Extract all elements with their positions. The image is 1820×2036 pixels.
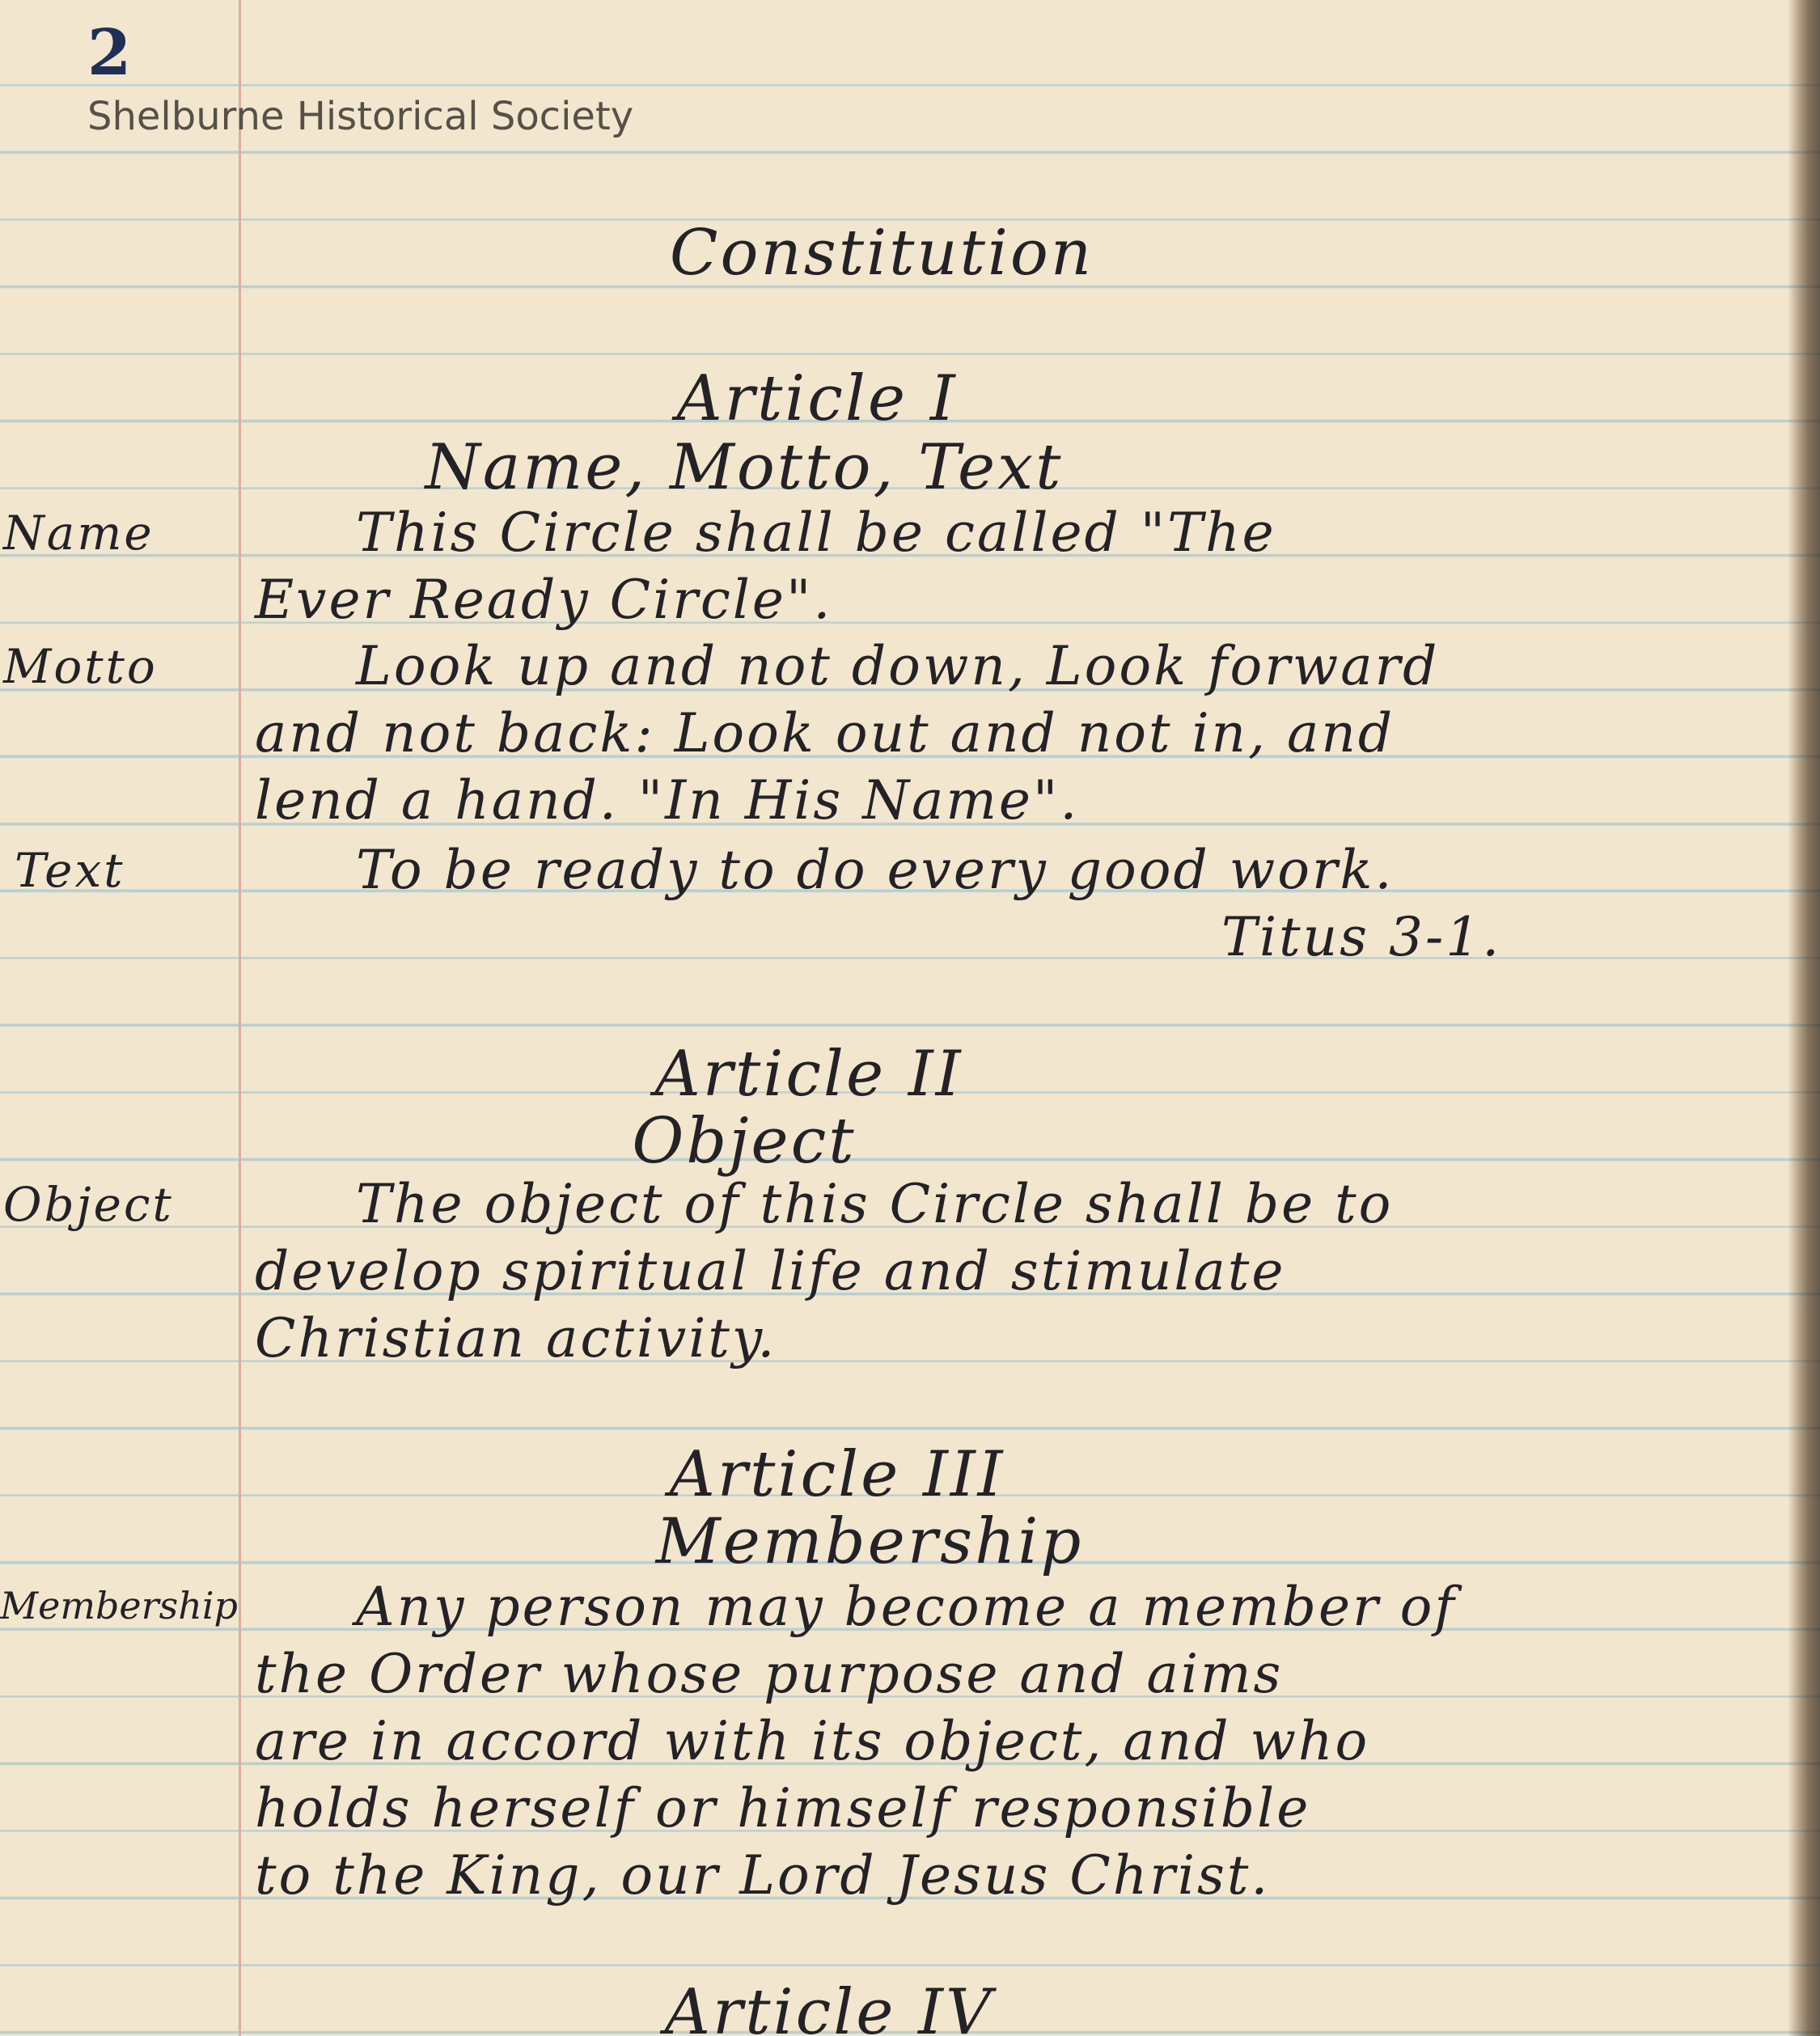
margin-label-motto: Motto [3, 639, 158, 694]
membership-line-5: to the King, our Lord Jesus Christ. [255, 1844, 1271, 1907]
name-line-2: Ever Ready Circle". [255, 569, 833, 631]
margin-label-object: Object [3, 1177, 174, 1232]
margin-label-name: Name [3, 506, 154, 561]
motto-line-2: and not back: Look out and not in, and [255, 702, 1395, 764]
article-4-heading: Article IV [664, 1976, 994, 2036]
document-title: Constitution [669, 217, 1094, 290]
article-3-heading: Article III [669, 1438, 1005, 1511]
article-1-heading: Article I [676, 362, 958, 435]
article-2-subheading: Object [632, 1105, 857, 1178]
membership-line-4: holds herself or himself responsible [255, 1777, 1311, 1839]
article-2-heading: Article II [654, 1038, 963, 1111]
margin-label-text: Text [15, 843, 125, 898]
membership-line-3: are in accord with its object, and who [255, 1710, 1370, 1772]
margin-rule [239, 0, 241, 2036]
text-line-1: To be ready to do every good work. [356, 839, 1395, 901]
margin-label-membership: Membership [0, 1584, 238, 1628]
text-citation: Titus 3-1. [1221, 906, 1502, 968]
name-line-1: This Circle shall be called "The [356, 502, 1276, 564]
membership-line-2: the Order whose purpose and aims [255, 1643, 1284, 1705]
motto-line-3: lend a hand. "In His Name". [255, 769, 1080, 832]
membership-line-1: Any person may become a member of [356, 1576, 1457, 1638]
page-number: 2 [87, 16, 132, 90]
object-line-2: develop spiritual life and stimulate [255, 1240, 1286, 1302]
article-1-subheading: Name, Motto, Text [425, 431, 1064, 504]
watermark-label: Shelburne Historical Society [87, 94, 634, 139]
article-3-subheading: Membership [655, 1505, 1084, 1578]
object-line-3: Christian activity. [255, 1307, 777, 1369]
motto-line-1: Look up and not down, Look forward [356, 635, 1440, 697]
object-line-1: The object of this Circle shall be to [356, 1173, 1394, 1235]
